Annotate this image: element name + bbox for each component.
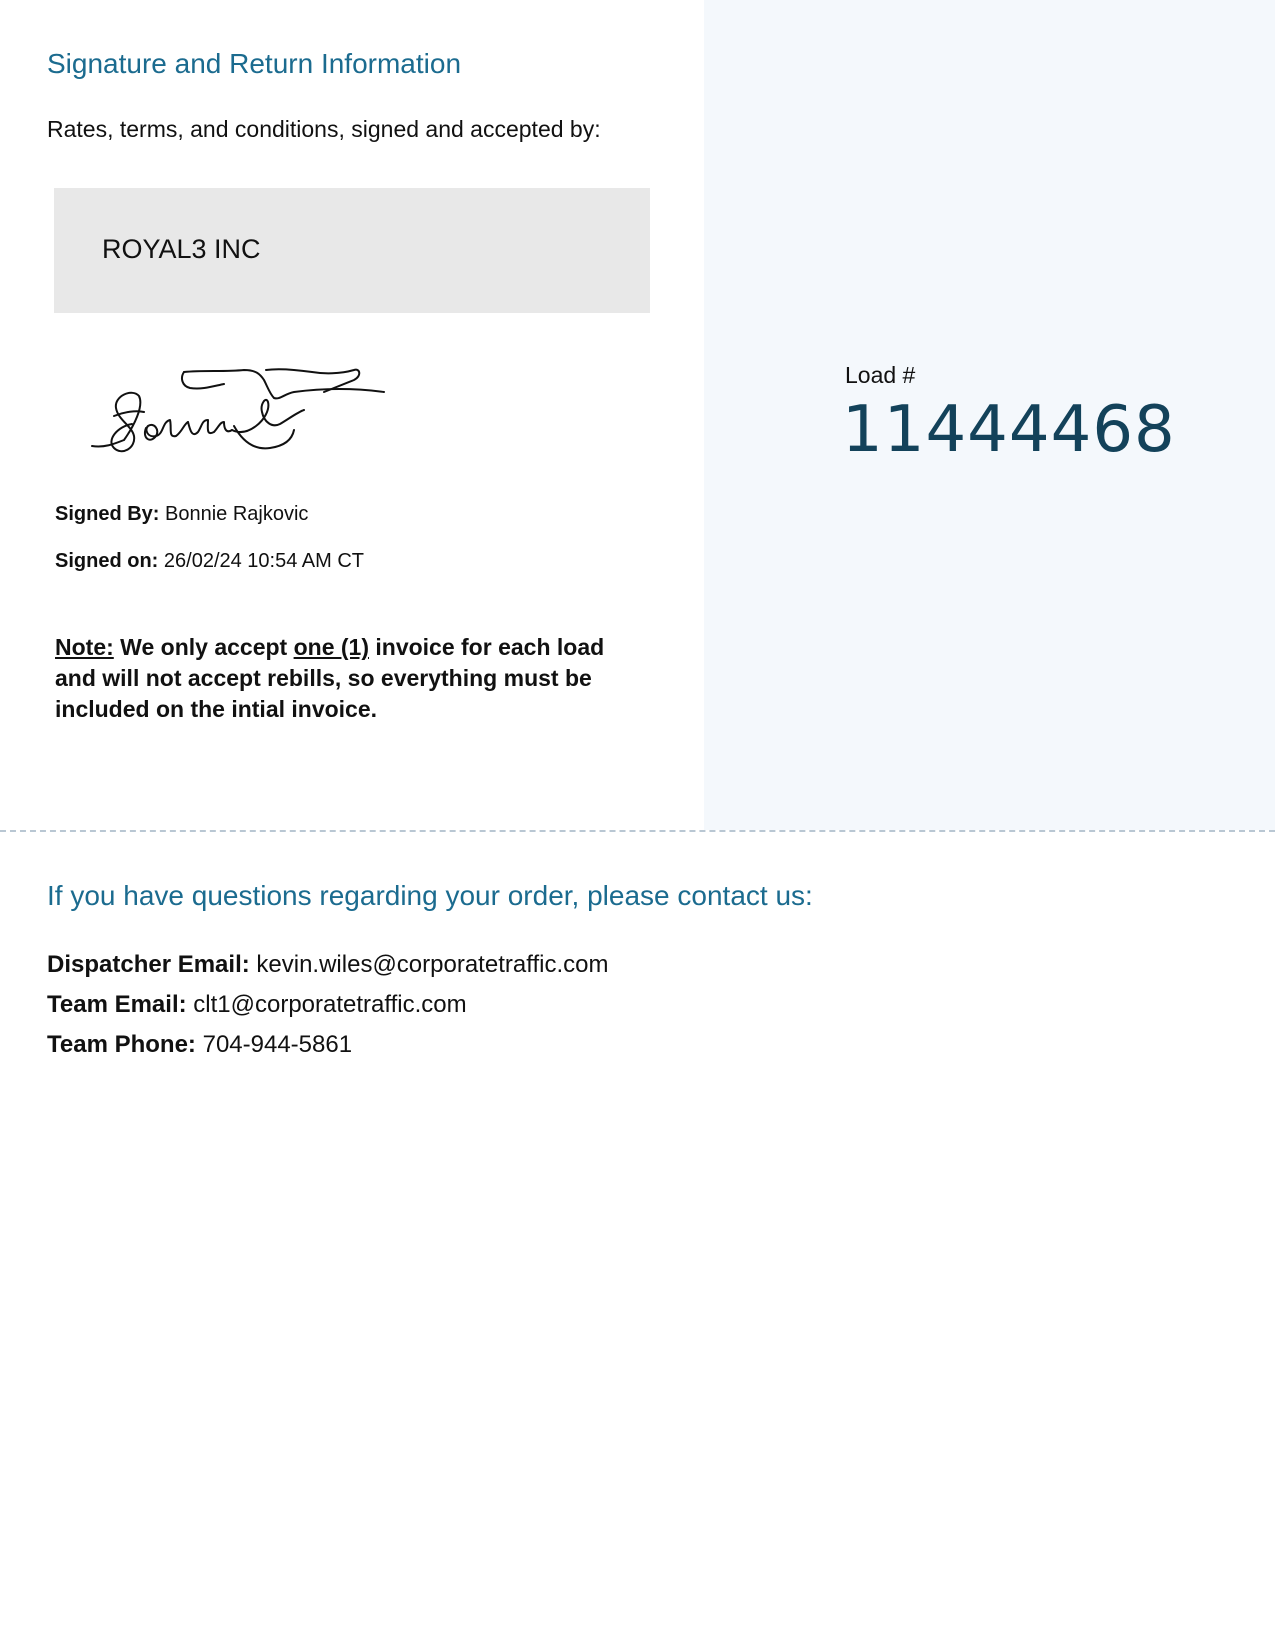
signed-on-label: Signed on: xyxy=(55,550,159,572)
signed-on xyxy=(55,550,364,573)
carrier-name-box xyxy=(54,188,650,313)
signed-by-value: Bonnie Rajkovic xyxy=(165,503,309,525)
note-label: Note: xyxy=(55,634,114,660)
note-text-1: We only accept xyxy=(113,634,294,660)
team-phone-label: Team Phone: xyxy=(47,1031,196,1058)
acceptance-intro: Rates, terms, and conditions, signed and accepted by: xyxy=(47,116,601,142)
dispatcher-email xyxy=(47,951,608,979)
load-number-label: Load # xyxy=(845,362,916,388)
dispatcher-email-value[interactable]: kevin.wiles@corporatetraffic.com xyxy=(256,951,609,978)
note-emphasis: one (1) xyxy=(293,634,369,660)
signed-by xyxy=(55,503,308,526)
team-phone xyxy=(47,1031,352,1059)
signed-by-label: Signed By: xyxy=(55,503,160,525)
team-phone-value[interactable]: 704-944-5861 xyxy=(202,1031,353,1058)
load-number: 11444468 xyxy=(842,393,1176,467)
section-divider xyxy=(0,830,1275,832)
handwritten-signature xyxy=(84,366,404,466)
dispatcher-email-label: Dispatcher Email: xyxy=(47,951,250,978)
signature-section-title: Signature and Return Information xyxy=(47,48,462,79)
note-text-2: invoice for each load and will not accept rebills, so everything must be included on the intial invoice. xyxy=(55,634,605,722)
team-email-value[interactable]: clt1@corporatetraffic.com xyxy=(193,991,467,1018)
signed-on-value: 26/02/24 10:54 AM CT xyxy=(163,550,365,572)
carrier-name: ROYAL3 INC xyxy=(102,234,261,264)
contact-section-title: If you have questions regarding your order, please contact us: xyxy=(47,880,813,911)
team-email xyxy=(47,991,467,1019)
team-email-label: Team Email: xyxy=(47,991,187,1018)
invoice-note xyxy=(55,632,635,725)
